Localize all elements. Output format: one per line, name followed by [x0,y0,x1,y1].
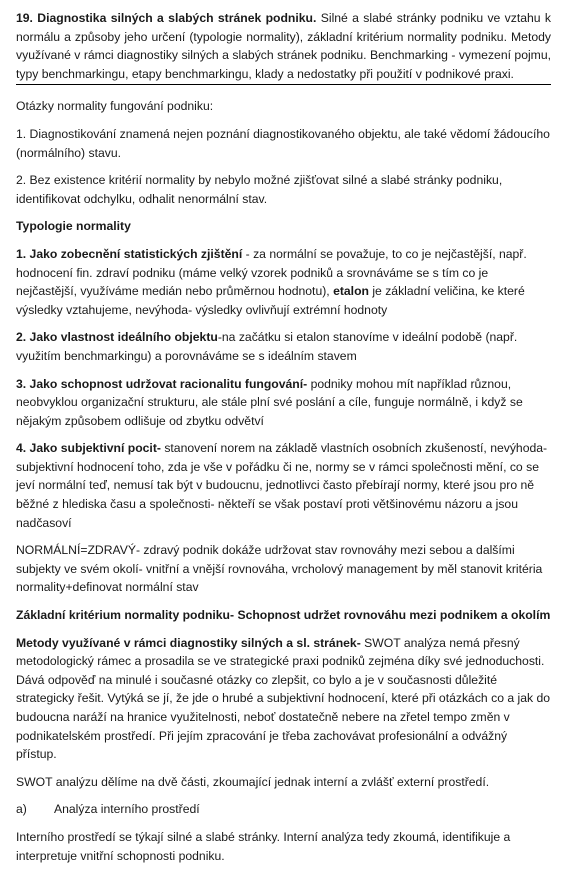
question-heading [16,9,551,85]
typology-item-1-text-b: je základní veličina, ke které výsledky vztahujeme, nevýhoda- výsledky ovlivňují extrémní hodnoty [16,284,525,317]
typology-item-3-text: podniky mohou mít například různou, neobvyklou organizační strukturu, ale stále plní své poslání a cíle, funguje normálně, i když se nějakým způsobem odlišuje od zbytku odvětví [16,376,523,428]
basic-criterion: Základní kritérium normality podniku- Schopnost udržet rovnováhu mezi podnikem a okolím [16,608,551,623]
typology-item-3 [16,375,551,431]
typology-item-2-title: 2. Jako vlastnost ideálního objektu [16,330,218,345]
question-1: 1. Diagnostikování znamená nejen poznání diagnostikovaného objektu, ale také vědomí žádoucího (normálního) stavu. [16,126,550,160]
document-page [16,9,551,874]
typology-item-1-title: 1. Jako zobecnění statistických zjištění [16,246,243,261]
etalon-term: etalon [333,284,369,299]
heading-title: 19. Diagnostika silných a slabých stránek podniku. [16,11,317,25]
heading-body: Silné a slabé stránky podniku ve vztahu k normálu a způsoby jeho určení (typologie normality), základní kritérium normality podniku. Metody využívané v rámci diagnostiky silných a slabých stránek podniku. Benchmarking - vymezení pojmu, typy benchmarkingu, etapy benchmarkingu, klady a nedostatky při použití v podnikové praxi. [16,11,552,81]
question-2: 2. Bez existence kritérií normality by nebylo možné zjišťovat silné a slabé stránky podniku, identifikovat odchylku, odhalit nenormální stav. [16,173,503,206]
typology-item-1-text-a: - za normální se považuje, to co je nejčastější, např. hodnocení fin. zdraví podniku (máme velký vzorek podniků a srovnáváme se s tím co je nejčastější, využíváme medián nebo průměrnou hodnotu), [16,246,527,299]
typology-title: Typologie normality [16,219,131,234]
typology-item-4-text: stanovení norem na základě vlastních osobních zkušeností, nevýhoda- subjektivní hodnocení toho, zda je vše v pořádku či ne, normy se v rámci společnosti mění, co se jeví normální teď, nemusí tak být v budoucnu, jednotlivci často přebírají normy, které jsou pro ně běžné z hlediska času a společnosti- někteří se však postaví proti většinovému názoru a jsou nadčasoví [16,441,548,530]
typology-item-2 [16,328,551,365]
list-marker: a) [16,802,27,817]
typology-item-2-text: -na začátku si etalon stanovíme v ideální podobě (např. využitím benchmarkingu) a porovnáváme se s ideálním stavem [16,330,518,363]
typology-item-1 [16,245,551,319]
methods-paragraph [16,634,551,764]
methods-text: SWOT analýza nemá přesný metodologický rámec a prosadila se ve strategické praxi podniků zejména díky své jednoduchosti. Dává odpověď na minulé i současné otázky co zlepšit, co bylo a je v současnosti důležité strategicky řešit. Vytýká se jí, že jde o hrubé a subjektivní hodnocení, které při otázkách co a jak do budoucna naráží na hranice využitelnosti, neboť dostatečně nebere na zřetel tempo změn v podnikatelském prostředí. Při jejím zpracování je třeba zachovávat profesionální a odvážný přístup. [16,635,551,762]
list-label: Analýza interního prostředí [54,802,200,817]
typology-item-4 [16,439,551,532]
normal-definition: NORMÁLNÍ=ZDRAVÝ- zdravý podnik dokáže udržovat stav rovnováhy mezi sebou a dalšími subjekty ve svém okolí- vnitřní a vnější rovnováha, vrcholový management by měl stanovit kritéria normality+definovat normální stav [16,543,543,595]
methods-title: Metody využívané v rámci diagnostiky silných a sl. stránek- [16,635,361,650]
intro-paragraph: Otázky normality fungování podniku: [16,99,214,114]
typology-item-4-title: 4. Jako subjektivní pocit- [16,441,161,456]
typology-item-3-title: 3. Jako schopnost udržovat racionalitu fungování- [16,376,308,391]
swot-split: SWOT analýzu dělíme na dvě části, zkoumající jednak interní a zvlášť externí prostředí. [16,774,490,789]
internal-paragraph: Interního prostředí se týkají silné a slabé stránky. Interní analýza tedy zkoumá, identifikuje a interpretuje vnitřní schopnosti podniku. [16,829,511,863]
list-item-a [16,800,551,819]
